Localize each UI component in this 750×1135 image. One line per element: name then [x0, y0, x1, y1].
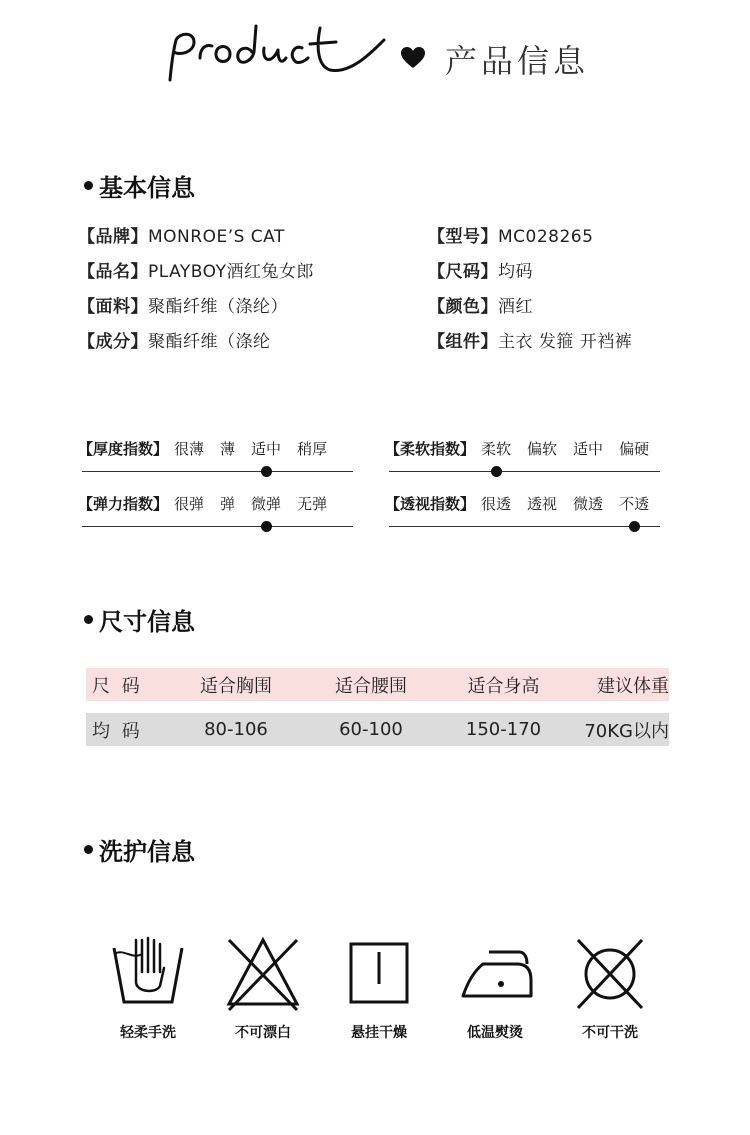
scale-option: 很弹	[174, 495, 205, 513]
info-value: 酒红	[498, 297, 533, 317]
scale-option: 偏软	[527, 440, 558, 458]
scale-option: 适中	[573, 440, 604, 458]
scale-track	[389, 471, 660, 472]
info-product-name	[78, 257, 314, 282]
care-label: 不可漂白	[235, 1025, 291, 1041]
info-value: 主衣 发箍 开裆裤	[498, 332, 633, 352]
info-model	[428, 222, 593, 247]
product-script-logo	[160, 18, 400, 98]
size-table	[86, 668, 669, 746]
heart-icon	[400, 46, 426, 70]
care-item-no-dry-clean	[555, 932, 665, 1042]
care-item-hand-wash	[93, 932, 203, 1042]
size-header-cell: 适合胸围	[200, 675, 272, 697]
info-composition	[78, 327, 271, 352]
size-table-header	[86, 668, 669, 701]
scale-option: 偏硬	[619, 440, 650, 458]
size-cell: 均 码	[92, 720, 143, 742]
info-value: MONROE’S CAT	[148, 227, 285, 247]
low-iron-icon	[455, 932, 535, 1016]
scale-label: 【柔软指数】	[385, 440, 476, 458]
scale-option: 微弹	[251, 495, 282, 513]
info-key: 【组件】	[428, 332, 498, 352]
size-header-cell: 尺 码	[92, 675, 143, 697]
hang-dry-icon	[339, 932, 419, 1016]
info-key: 【成分】	[78, 332, 148, 352]
care-item-hang-dry	[324, 932, 434, 1042]
section-title-basic	[84, 168, 195, 203]
info-key: 【品名】	[78, 262, 148, 282]
scale-option: 稍厚	[297, 440, 328, 458]
info-value: 聚酯纤维（涤纶）	[148, 297, 288, 317]
size-header-cell: 适合腰围	[335, 675, 407, 697]
info-key: 【面料】	[78, 297, 148, 317]
size-table-row	[86, 713, 669, 746]
scale-option: 柔软	[481, 440, 512, 458]
scale-label: 【厚度指数】	[78, 440, 169, 458]
scale-label: 【弹力指数】	[78, 495, 169, 513]
scale-transparency	[385, 493, 660, 545]
info-key: 【颜色】	[428, 297, 498, 317]
page-title: 产品信息	[445, 42, 590, 80]
scale-marker	[491, 466, 502, 477]
no-bleach-icon	[223, 932, 303, 1016]
care-label: 轻柔手洗	[120, 1025, 176, 1041]
care-item-low-iron	[440, 932, 550, 1042]
scale-option: 弹	[220, 495, 236, 513]
info-key: 【品牌】	[78, 227, 148, 247]
care-label: 悬挂干燥	[351, 1025, 407, 1041]
section-title-text: 基本信息	[99, 174, 195, 202]
bullet-icon	[84, 845, 93, 854]
info-value: MC028265	[498, 227, 594, 247]
scale-option: 不透	[619, 495, 650, 513]
bullet-icon	[84, 181, 93, 190]
page-header	[0, 18, 750, 98]
size-header-cell: 适合身高	[467, 675, 540, 697]
scale-option: 很透	[481, 495, 512, 513]
scale-option: 无弹	[297, 495, 328, 513]
bullet-icon	[84, 615, 93, 624]
size-cell: 70KG以内	[584, 720, 669, 742]
hand-wash-icon	[108, 932, 188, 1016]
section-title-text: 尺寸信息	[99, 608, 195, 636]
info-fabric	[78, 292, 288, 317]
info-value: 聚酯纤维（涤纶	[148, 332, 271, 352]
info-key: 【尺码】	[428, 262, 498, 282]
scale-option: 薄	[220, 440, 236, 458]
scale-track	[82, 526, 353, 527]
info-size	[428, 257, 533, 282]
section-title-care	[84, 832, 195, 867]
section-title-text: 洗护信息	[99, 838, 195, 866]
scale-option: 透视	[527, 495, 558, 513]
info-color	[428, 292, 533, 317]
info-value: 均码	[498, 262, 533, 282]
no-dry-clean-icon	[570, 932, 650, 1016]
care-item-no-bleach	[208, 932, 318, 1042]
info-components	[428, 327, 632, 352]
info-key: 【型号】	[428, 227, 498, 247]
scale-marker	[261, 521, 272, 532]
scale-track	[82, 471, 353, 472]
scale-marker	[629, 521, 640, 532]
scale-option: 适中	[251, 440, 282, 458]
scale-label: 【透视指数】	[385, 495, 476, 513]
care-label: 不可干洗	[582, 1025, 638, 1041]
scale-option: 微透	[573, 495, 604, 513]
scale-elasticity	[78, 493, 353, 545]
scale-option: 很薄	[174, 440, 205, 458]
size-header-cell: 建议体重	[597, 675, 669, 697]
info-value: PLAYBOY酒红兔女郎	[148, 262, 315, 282]
scale-thickness	[78, 438, 353, 490]
size-cell: 150-170	[465, 719, 542, 740]
care-label: 低温熨烫	[467, 1025, 523, 1041]
section-title-size	[84, 602, 195, 637]
info-brand	[78, 222, 285, 247]
scale-marker	[261, 466, 272, 477]
size-cell: 60-100	[339, 719, 403, 740]
scale-softness	[385, 438, 660, 490]
scale-track	[389, 526, 660, 527]
size-cell: 80-106	[204, 719, 268, 740]
